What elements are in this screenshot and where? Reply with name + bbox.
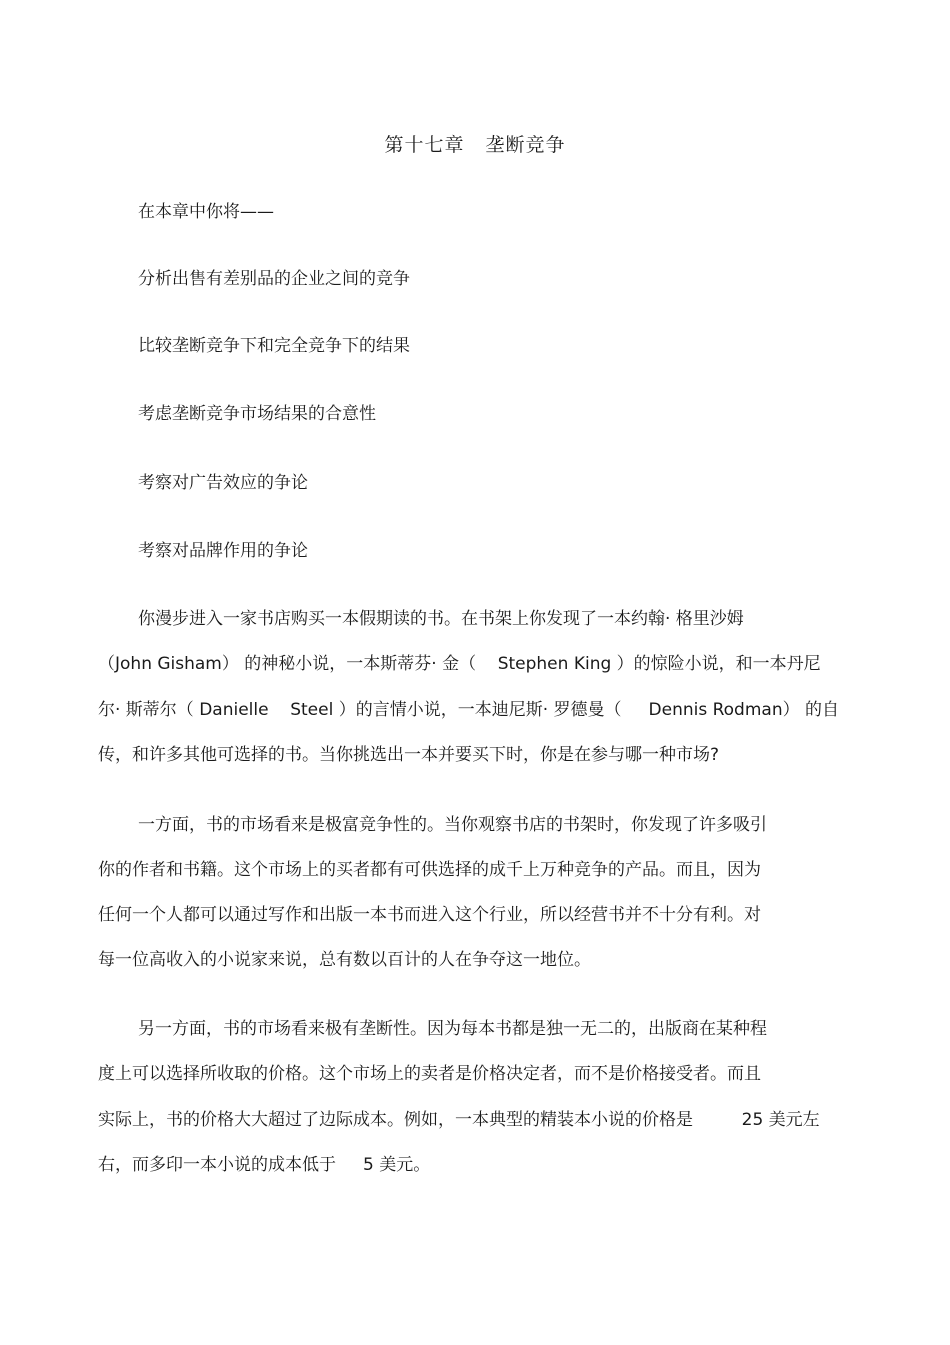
paragraph-line: 每一位高收入的小说家来说，总有数以百计的人在争夺这一地位。 <box>98 950 591 970</box>
objective-item: 分析出售有差别品的企业之间的竞争 <box>138 269 410 289</box>
paragraph-line: 你的作者和书籍。这个市场上的买者都有可供选择的成千上万种竞争的产品。而且，因为 <box>98 860 761 880</box>
objective-item: 考察对广告效应的争论 <box>138 473 308 493</box>
paragraph-line: 一方面，书的市场看来是极富竞争性的。当你观察书店的书架时，你发现了许多吸引 <box>138 815 767 835</box>
paragraph-line: 你漫步进入一家书店购买一本假期读的书。在书架上你发现了一本约翰· 格里沙姆 <box>138 609 744 629</box>
objective-item: 比较垄断竞争下和完全竞争下的结果 <box>138 336 410 356</box>
paragraph-line: 实际上，书的价格大大超过了边际成本。例如，一本典型的精装本小说的价格是 25 美元左 <box>98 1110 820 1130</box>
chapter-title: 第十七章 垄断竞争 <box>384 134 566 156</box>
objective-item: 考察对品牌作用的争论 <box>138 541 308 561</box>
paragraph-line: 任何一个人都可以通过写作和出版一本书而进入这个行业，所以经营书并不十分有利。对 <box>98 905 761 925</box>
paragraph-line: 右，而多印一本小说的成本低于 5 美元。 <box>98 1155 431 1175</box>
objective-item: 考虑垄断竞争市场结果的合意性 <box>138 404 376 424</box>
paragraph-line: 传，和许多其他可选择的书。当你挑选出一本并要买下时，你是在参与哪一种市场? <box>98 745 720 765</box>
paragraph-line: （John Gisham） 的神秘小说，一本斯蒂芬· 金（ Stephen King ）的惊险小说，和一本丹尼 <box>98 654 821 674</box>
paragraph-line: 另一方面，书的市场看来极有垄断性。因为每本书都是独一无二的，出版商在某种程 <box>138 1019 767 1039</box>
objectives-intro: 在本章中你将—— <box>138 202 274 222</box>
paragraph-line: 度上可以选择所收取的价格。这个市场上的卖者是价格决定者，而不是价格接受者。而且 <box>98 1064 761 1084</box>
paragraph-line: 尔· 斯蒂尔（ Danielle Steel ）的言情小说，一本迪尼斯· 罗德曼（ Dennis Rodman） 的自 <box>98 700 840 720</box>
